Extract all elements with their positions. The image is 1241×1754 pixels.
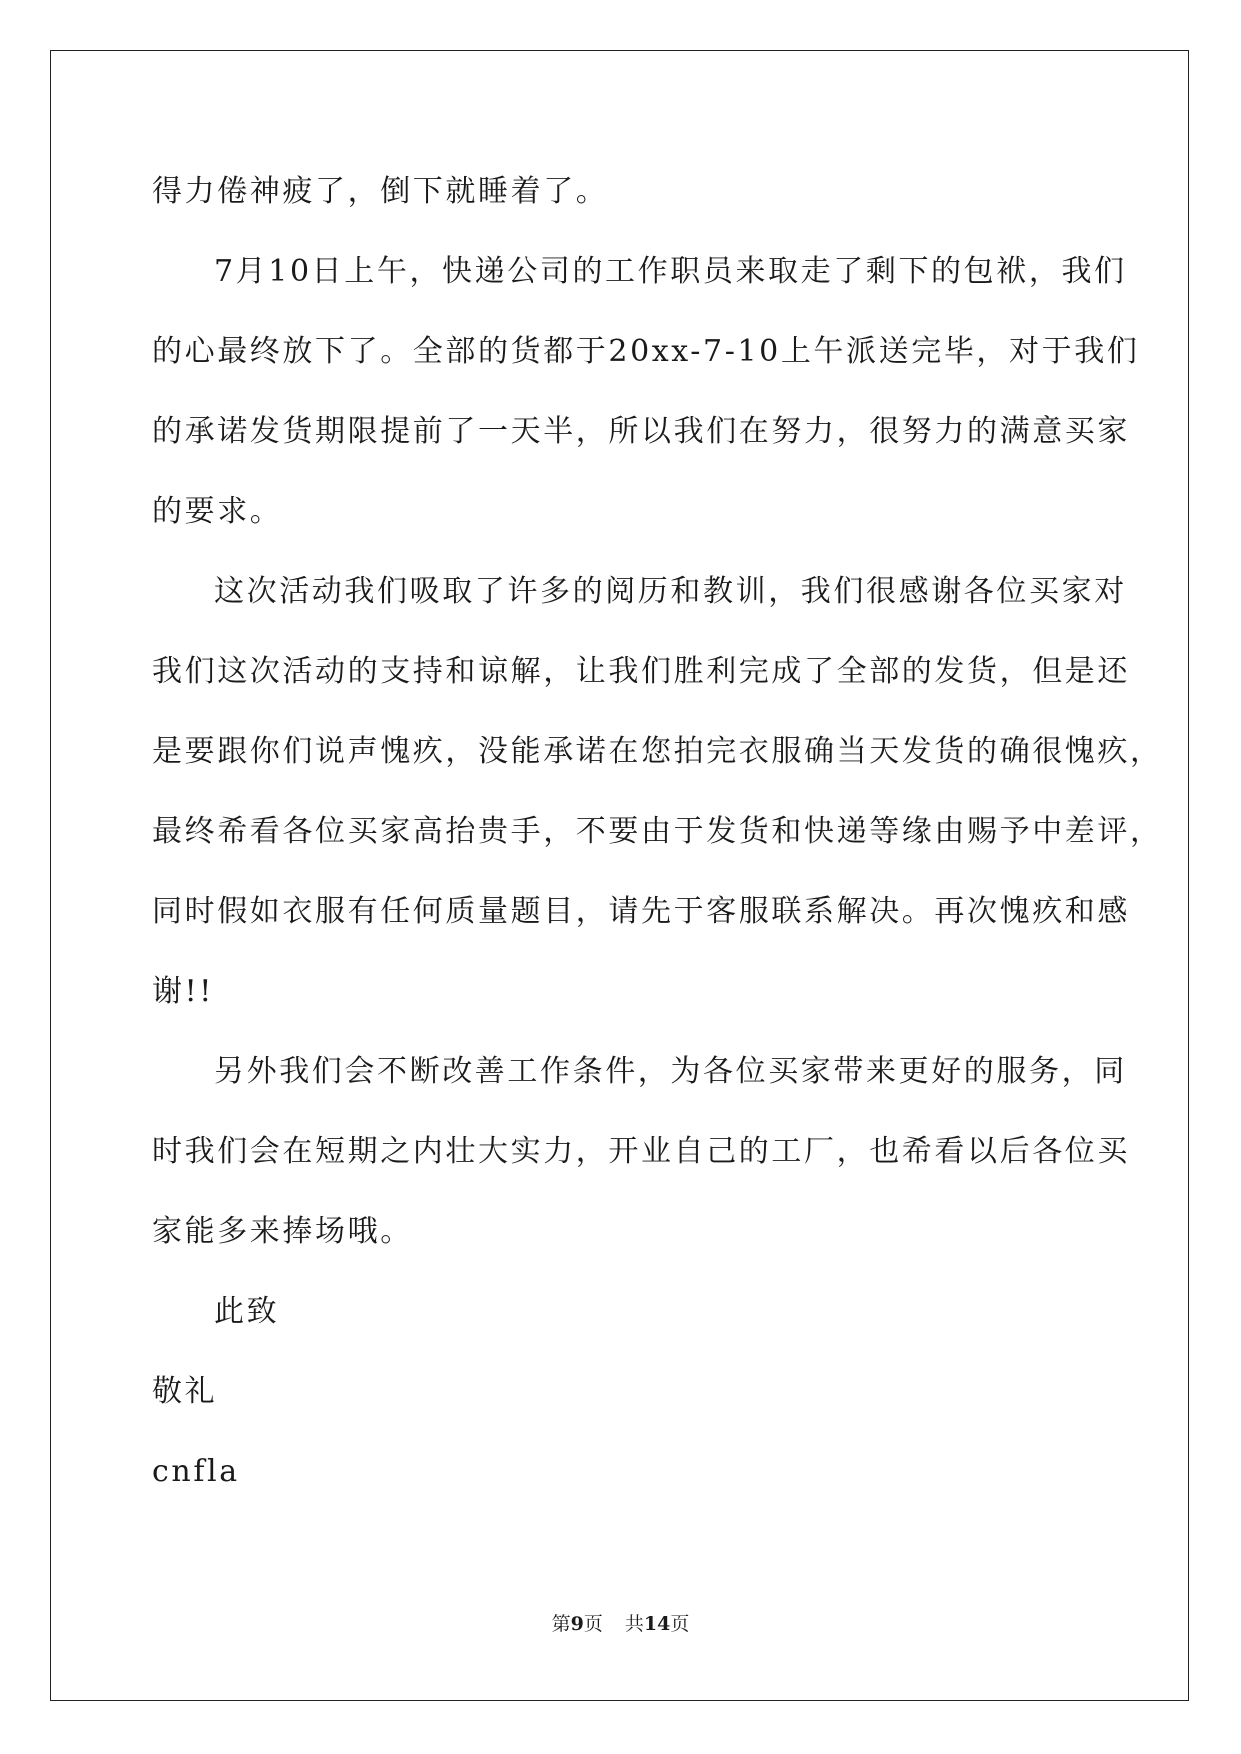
footer-page-total: 14 [643,1613,671,1635]
footer-total-prefix: 共 [624,1613,644,1635]
salutation-line: 敬礼 [152,1374,218,1409]
footer-total-suffix: 页 [670,1613,690,1635]
text-line-8: 是要跟你们说声愧疚，没能承诺在您拍完衣服确当天发货的确很愧疚， [152,734,1163,769]
text-line-6: 这次活动我们吸取了许多的阅历和教训，我们很感谢各位买家对 [214,574,1127,609]
text-line-2: 7月10日上午，快递公司的工作职员来取走了剩下的包袱，我们 [214,254,1127,289]
footer-page-current: 9 [570,1613,584,1635]
text-line-5: 的要求。 [152,494,283,529]
text-line-11: 谢!! [152,974,214,1009]
footer-page-suffix: 页 [583,1613,603,1635]
text-line-13: 时我们会在短期之内壮大实力，开业自己的工厂，也希看以后各位买 [152,1134,1130,1169]
text-line-10: 同时假如衣服有任何质量题目，请先于客服联系解决。再次愧疚和感 [152,894,1130,929]
closing-line: 此致 [214,1294,280,1329]
text-line-7: 我们这次活动的支持和谅解，让我们胜利完成了全部的发货，但是还 [152,654,1130,689]
signature-line: cnfla [152,1454,240,1489]
text-line-1: 得力倦神疲了，倒下就睡着了。 [152,174,609,209]
page-footer [0,1612,1241,1636]
text-line-12: 另外我们会不断改善工作条件，为各位买家带来更好的服务，同 [214,1054,1127,1089]
footer-page-prefix: 第 [551,1613,571,1635]
text-line-9: 最终希看各位买家高抬贵手，不要由于发货和快递等缘由赐予中差评， [152,814,1163,849]
text-line-3: 的心最终放下了。全部的货都于20xx-7-10上午派送完毕，对于我们 [152,334,1140,369]
text-line-4: 的承诺发货期限提前了一天半，所以我们在努力，很努力的满意买家 [152,414,1130,449]
text-line-14: 家能多来捧场哦。 [152,1214,413,1249]
